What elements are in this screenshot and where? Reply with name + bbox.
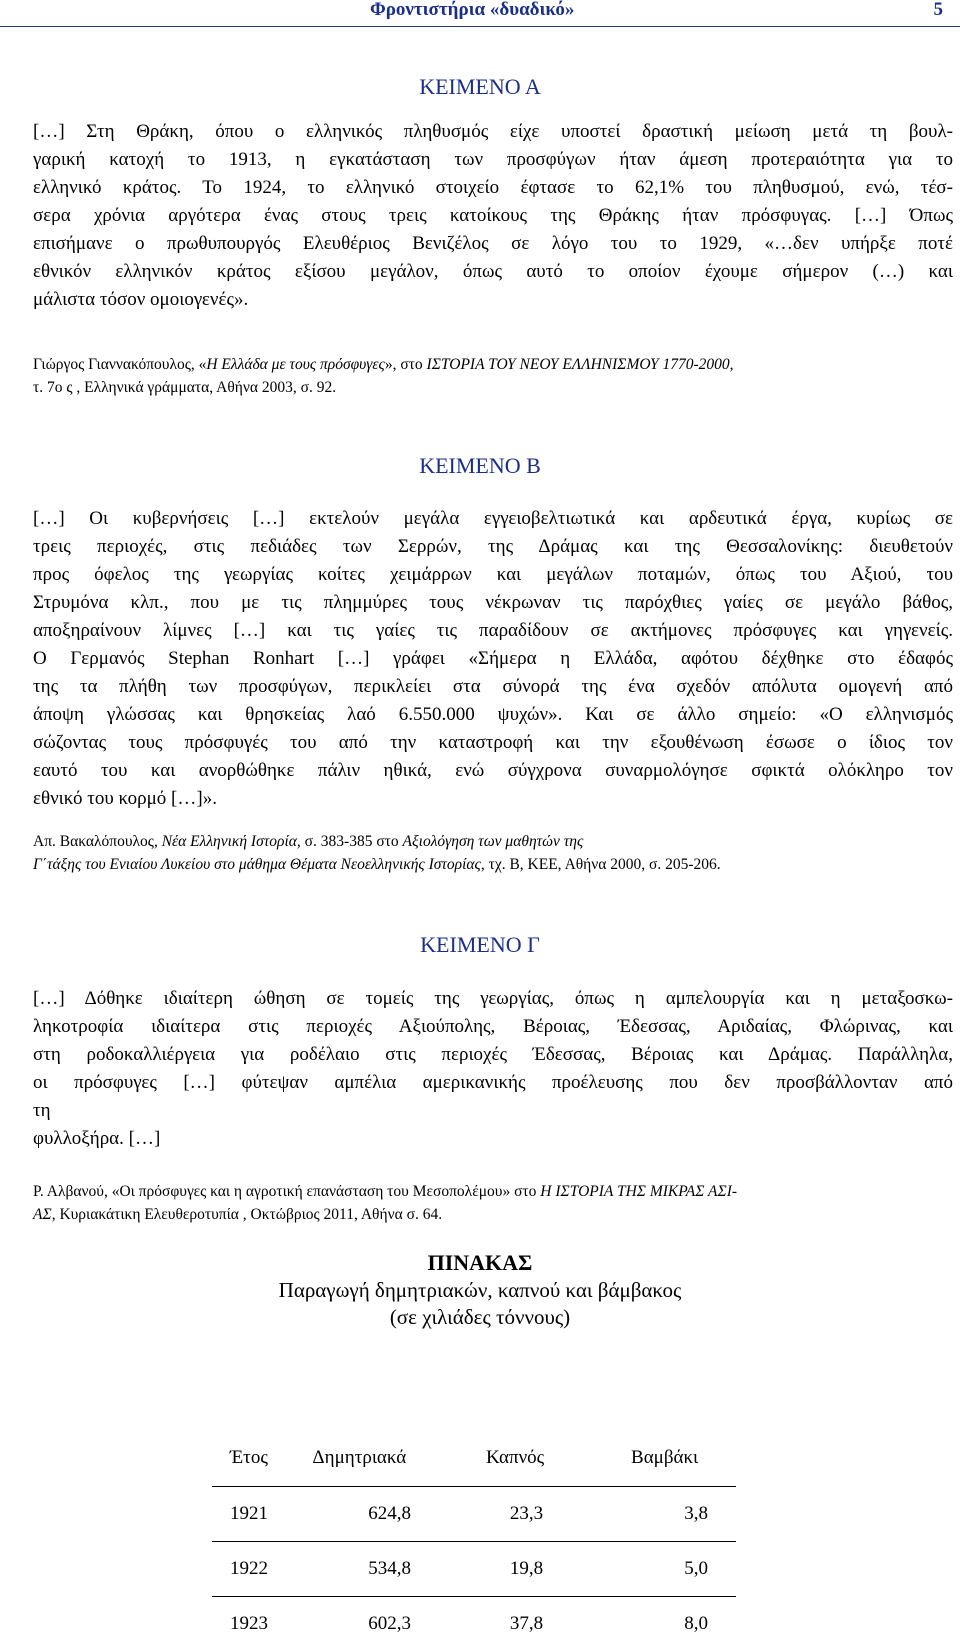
text-a-line: σερα χρόνια αργότερα ένας στους τρεις κατοίκους της Θράκης ήταν πρόσφυγας. […] Όπως [33,202,953,230]
table-units: (σε χιλιάδες τόννους) [0,1305,960,1330]
text-c-line: οι πρόσφυγες […] φύτεψαν αμπέλια αμερικανικής προέλευσης που δεν προσβάλλονταν από [33,1069,953,1097]
page-header [0,0,960,27]
table-row [212,1542,736,1597]
text-b-line: σώζοντας τους πρόσφυγές του από την καταστροφή και την εξουθένωση έσωσε ο ίδιος τον [33,729,953,757]
text-a-line: εθνικόν ελληνικόν κράτος εξίσου μεγάλον, όπως αυτό το οποίον έχουμε σήμερον (…) και [33,258,953,286]
table-title: ΠΙΝΑΚΑΣ [0,1250,960,1276]
table-cell: 5,0 [593,1542,736,1597]
table-cell: 1921 [212,1487,282,1542]
table-cell: 3,8 [593,1487,736,1542]
table-header-row [212,1430,736,1487]
text-b-line: άποψη γλώσσας και θρησκείας λαό 6.550.000 ψυχών». Και σε άλλο σημείο: «Ο ελληνισμός [33,701,953,729]
text-b-line: Στρυμόνα κλπ., που με τις πλημμύρες τους νέκρωναν τις παρόχθιες γαίες σε μεγάλο βάθος, [33,589,953,617]
text-c-line: φυλλοξήρα. […] [33,1125,953,1153]
table-row [212,1597,736,1651]
text-c-line: στη ροδοκαλλιέργεια για ροδέλαιο στις περιοχές Έδεσσας, Βέροιας και Δράμας. Παράλληλα, [33,1041,953,1069]
text-b-line: της τα πλήθη των προσφύγων, περικλείει στα σύνορά της ένα σχεδόν απόλυτα ομογενή από [33,673,953,701]
text-c-heading: ΚΕΙΜΕΝΟ Γ [0,932,960,958]
text-b-line: τρεις περιοχές, στις πεδιάδες των Σερρών, της Δράμας και της Θεσσαλονίκης: διευθετούν [33,533,953,561]
text-b-source: Απ. Βακαλόπουλος, Νέα Ελληνική Ιστορία, σ. 383-385 στο Αξιολόγηση των μαθητών της Γ΄τάξης του Ενιαίου Λυκείου στο μάθημα Θέματα Νεοελληνικής Ιστορίας, τχ. Β, ΚΕΕ, Αθήνα 2000, σ. 205-206. [33,830,953,876]
page-number: 5 [934,0,944,21]
column-header: Καπνός [437,1430,593,1487]
table-cell: 602,3 [282,1597,437,1651]
text-b-heading: ΚΕΙΜΕΝΟ Β [0,453,960,479]
text-a-line: γαρική κατοχή το 1913, η εγκατάσταση των προσφύγων ήταν άμεση προτεραιότητα για το [33,146,953,174]
table-cell: 37,8 [437,1597,593,1651]
text-a-line: […] Στη Θράκη, όπου ο ελληνικός πληθυσμός είχε υποστεί δραστική μείωση μετά τη βουλ- [33,118,953,146]
text-a-line: επισήμανε ο πρωθυπουργός Ελευθέριος Βενιζέλος σε λόγο του το 1929, «…δεν υπήρξε ποτέ [33,230,953,258]
column-header: Έτος [212,1430,282,1487]
text-c-line: τη [33,1097,953,1125]
production-table [212,1430,736,1651]
text-b-line: αποξηραίνουν λίμνες […] και τις γαίες τις παραδίδουν σε ακτήμονες πρόσφυγες και γηγενείς. [33,617,953,645]
text-c-line: […] Δόθηκε ιδιαίτερη ώθηση σε τομείς της γεωργίας, όπως η αμπελουργία και η μεταξοσκω- [33,985,953,1013]
table-cell: 1922 [212,1542,282,1597]
table-cell: 624,8 [282,1487,437,1542]
text-c-body [33,985,953,1153]
table-cell: 1923 [212,1597,282,1651]
table-row [212,1487,736,1542]
table-cell: 23,3 [437,1487,593,1542]
text-b-line: προς όφελος της γεωργίας κοίτες χειμάρρων και μεγάλων ποταμών, όπως του Αξιού, του [33,561,953,589]
text-b-line: Ο Γερμανός Stephan Ronhart […] γράφει «Σήμερα η Ελλάδα, αφότου δέχθηκε στο έδαφός [33,645,953,673]
text-a-source: Γιώργος Γιαννακόπουλος, «Η Ελλάδα με τους πρόσφυγες», στο ΙΣΤΟΡΙΑ ΤΟΥ ΝΕΟΥ ΕΛΛΗΝΙΣΜΟΥ 1770-2000, τ. 7ο ς , Ελληνικά γράμματα, Αθήνα 2003, σ. 92. [33,353,953,399]
text-c-line: ληκοτροφία ιδιαίτερα στις περιοχές Αξιούπολης, Βέροιας, Έδεσσας, Αριδαίας, Φλώρινας, και [33,1013,953,1041]
header-title: Φροντιστήρια «δυαδικό» [370,0,574,21]
text-a-body [33,118,953,314]
table-cell: 534,8 [282,1542,437,1597]
text-b-line: εαυτό του και ανορθώθηκε πάλιν ηθικά, ενώ σύγχρονα συναρμολόγησε σφικτά ολόκληρο τον [33,757,953,785]
text-a-line: ελληνικό κράτος. Το 1924, το ελληνικό στοιχείο έφτασε το 62,1% του πληθυσμού, ενώ, τέσ- [33,174,953,202]
text-b-body [33,505,953,813]
text-b-line: […] Οι κυβερνήσεις […] εκτελούν μεγάλα εγγειοβελτιωτικά και αρδευτικά έργα, κυρίως σε [33,505,953,533]
text-a-line: μάλιστα τόσον ομοιογενές». [33,286,953,314]
column-header: Δημητριακά [282,1430,437,1487]
column-header: Βαμβάκι [593,1430,736,1487]
table-subtitle: Παραγωγή δημητριακών, καπνού και βάμβακος [0,1278,960,1303]
text-a-heading: ΚΕΙΜΕΝΟ Α [0,74,960,100]
table-cell: 8,0 [593,1597,736,1651]
text-b-line: εθνικό του κορμό […]». [33,785,953,813]
table-cell: 19,8 [437,1542,593,1597]
text-c-source: Ρ. Αλβανού, «Οι πρόσφυγες και η αγροτική επανάσταση του Μεσοπολέμου» στο Η ΙΣΤΟΡΙΑ ΤΗΣ ΜΙΚΡΑΣ ΑΣΙ- ΑΣ, Κυριακάτικη Ελευθεροτυπία , Οκτώβριος 2011, Αθήνα σ. 64. [33,1180,953,1226]
